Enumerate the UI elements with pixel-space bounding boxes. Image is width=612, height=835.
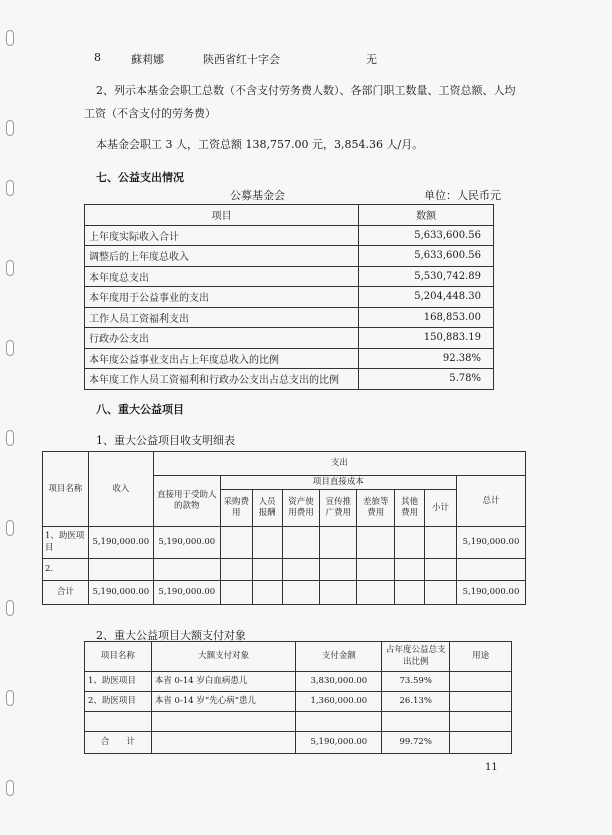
row-total: 5,190,000.00: [456, 527, 525, 558]
header-other: 其他费用: [395, 490, 425, 527]
header-ratio: 占年度公益总支出比例: [382, 642, 450, 672]
row-label: 工作人员工资福利支出: [85, 307, 359, 328]
row-value: 5,633,600.56: [359, 246, 494, 267]
row-amount: 3,830,000.00: [296, 672, 382, 692]
section7-subtitle: 公募基金会: [230, 189, 285, 202]
row-direct: 5,190,000.00: [153, 580, 220, 604]
section2-line1: 2、列示本基金会职工总数（不含支付劳务费人数）、各部门职工数量、工资总额、人均: [96, 84, 516, 97]
row-income: 5,190,000.00: [88, 580, 153, 604]
row-direct: 5,190,000.00: [153, 527, 220, 558]
section2-line2: 工资（不含支付的劳务费）: [84, 107, 216, 120]
row-project-name: 1、助医项目: [43, 527, 89, 558]
page-number: 11: [485, 762, 498, 773]
binder-hole: [6, 120, 14, 136]
row-ratio: 73.59%: [382, 672, 450, 692]
header-use: 用途: [450, 642, 512, 672]
row-value: 92.38%: [359, 348, 494, 369]
row-payee: 本省 0-14 岁白血病患儿: [151, 672, 296, 692]
row-label: 本年度公益事业支出占上年度总收入的比例: [85, 348, 359, 369]
header-amount: 数额: [359, 205, 494, 226]
header-item: 项目: [85, 205, 359, 226]
row-project-name: 2.: [43, 558, 89, 580]
row-payee: 本省 0-14 岁“先心病”患儿: [151, 692, 296, 712]
row-ratio: 26.13%: [382, 692, 450, 712]
top-value: 无: [366, 53, 377, 66]
row-label: 上年度实际收入合计: [85, 225, 359, 246]
row-amount: 1,360,000.00: [296, 692, 382, 712]
header-expense: 支出: [153, 452, 525, 476]
header-project-name: 项目名称: [85, 642, 152, 672]
header-project-name: 项目名称: [43, 452, 89, 527]
section7-title: 七、公益支出情况: [96, 171, 184, 184]
row-project-name: 合计: [43, 580, 89, 604]
row-total: 5,190,000.00: [456, 580, 525, 604]
staff-summary: 本基金会职工 3 人，工资总额 138,757.00 元，3,854.36 人/月。: [96, 138, 424, 151]
header-promo: 宣传推广费用: [320, 490, 357, 527]
row-use: [450, 692, 512, 712]
row-value: 150,883.19: [359, 328, 494, 349]
header-income: 收入: [88, 452, 153, 527]
table1-title: 1、重大公益项目收支明细表: [96, 434, 235, 447]
total-label: 合 计: [85, 732, 152, 754]
binder-hole: [6, 430, 14, 446]
header-total: 总计: [456, 476, 525, 527]
row-income: [88, 558, 153, 580]
section8-title: 八、重大公益项目: [96, 403, 184, 416]
header-asset: 资产使用费用: [282, 490, 320, 527]
header-personnel: 人员报酬: [252, 490, 282, 527]
section7-unit: 单位：人民币元: [424, 189, 501, 202]
row-value: 5,633,600.56: [359, 225, 494, 246]
header-travel: 差旅等费用: [357, 490, 395, 527]
binder-hole: [6, 520, 14, 536]
binder-hole: [6, 340, 14, 356]
row-project-name: 2、助医项目: [85, 692, 152, 712]
table2-title: 2、重大公益项目大额支付对象: [96, 629, 246, 642]
binder-hole: [6, 260, 14, 276]
row-value: 168,853.00: [359, 307, 494, 328]
binder-hole: [6, 180, 14, 196]
row-value: 5,204,448.30: [359, 287, 494, 308]
expenditure-table: [84, 204, 494, 390]
large-payment-table: [84, 641, 512, 754]
row-value: 5,530,742.89: [359, 266, 494, 287]
top-name: 蘇莉娜: [131, 53, 164, 66]
top-index: 8: [94, 51, 101, 64]
header-amount: 支付金额: [296, 642, 382, 672]
header-direct-cost: 项目直接成本: [220, 476, 456, 490]
row-use: [450, 672, 512, 692]
row-income: 5,190,000.00: [88, 527, 153, 558]
row-label: 本年度用于公益事业的支出: [85, 287, 359, 308]
binder-hole: [6, 780, 14, 796]
row-label: 本年度工作人员工资福利和行政办公支出占总支出的比例: [85, 369, 359, 390]
header-subtotal: 小计: [425, 490, 457, 527]
header-direct-recipient: 直接用于受助人的款物: [153, 476, 220, 527]
binder-hole: [6, 600, 14, 616]
total-ratio: 99.72%: [382, 732, 450, 754]
row-project-name: 1、助医项目: [85, 672, 152, 692]
row-total: [456, 558, 525, 580]
binder-hole: [6, 30, 14, 46]
project-detail-table: [42, 451, 526, 605]
row-label: 本年度总支出: [85, 266, 359, 287]
total-amount: 5,190,000.00: [296, 732, 382, 754]
header-purchase: 采购费用: [220, 490, 252, 527]
row-direct: [153, 558, 220, 580]
header-payee: 大额支付对象: [151, 642, 296, 672]
row-label: 调整后的上年度总收入: [85, 246, 359, 267]
top-org: 陕西省红十字会: [203, 53, 280, 66]
row-label: 行政办公支出: [85, 328, 359, 349]
binder-hole: [6, 690, 14, 706]
row-value: 5.78%: [359, 369, 494, 390]
